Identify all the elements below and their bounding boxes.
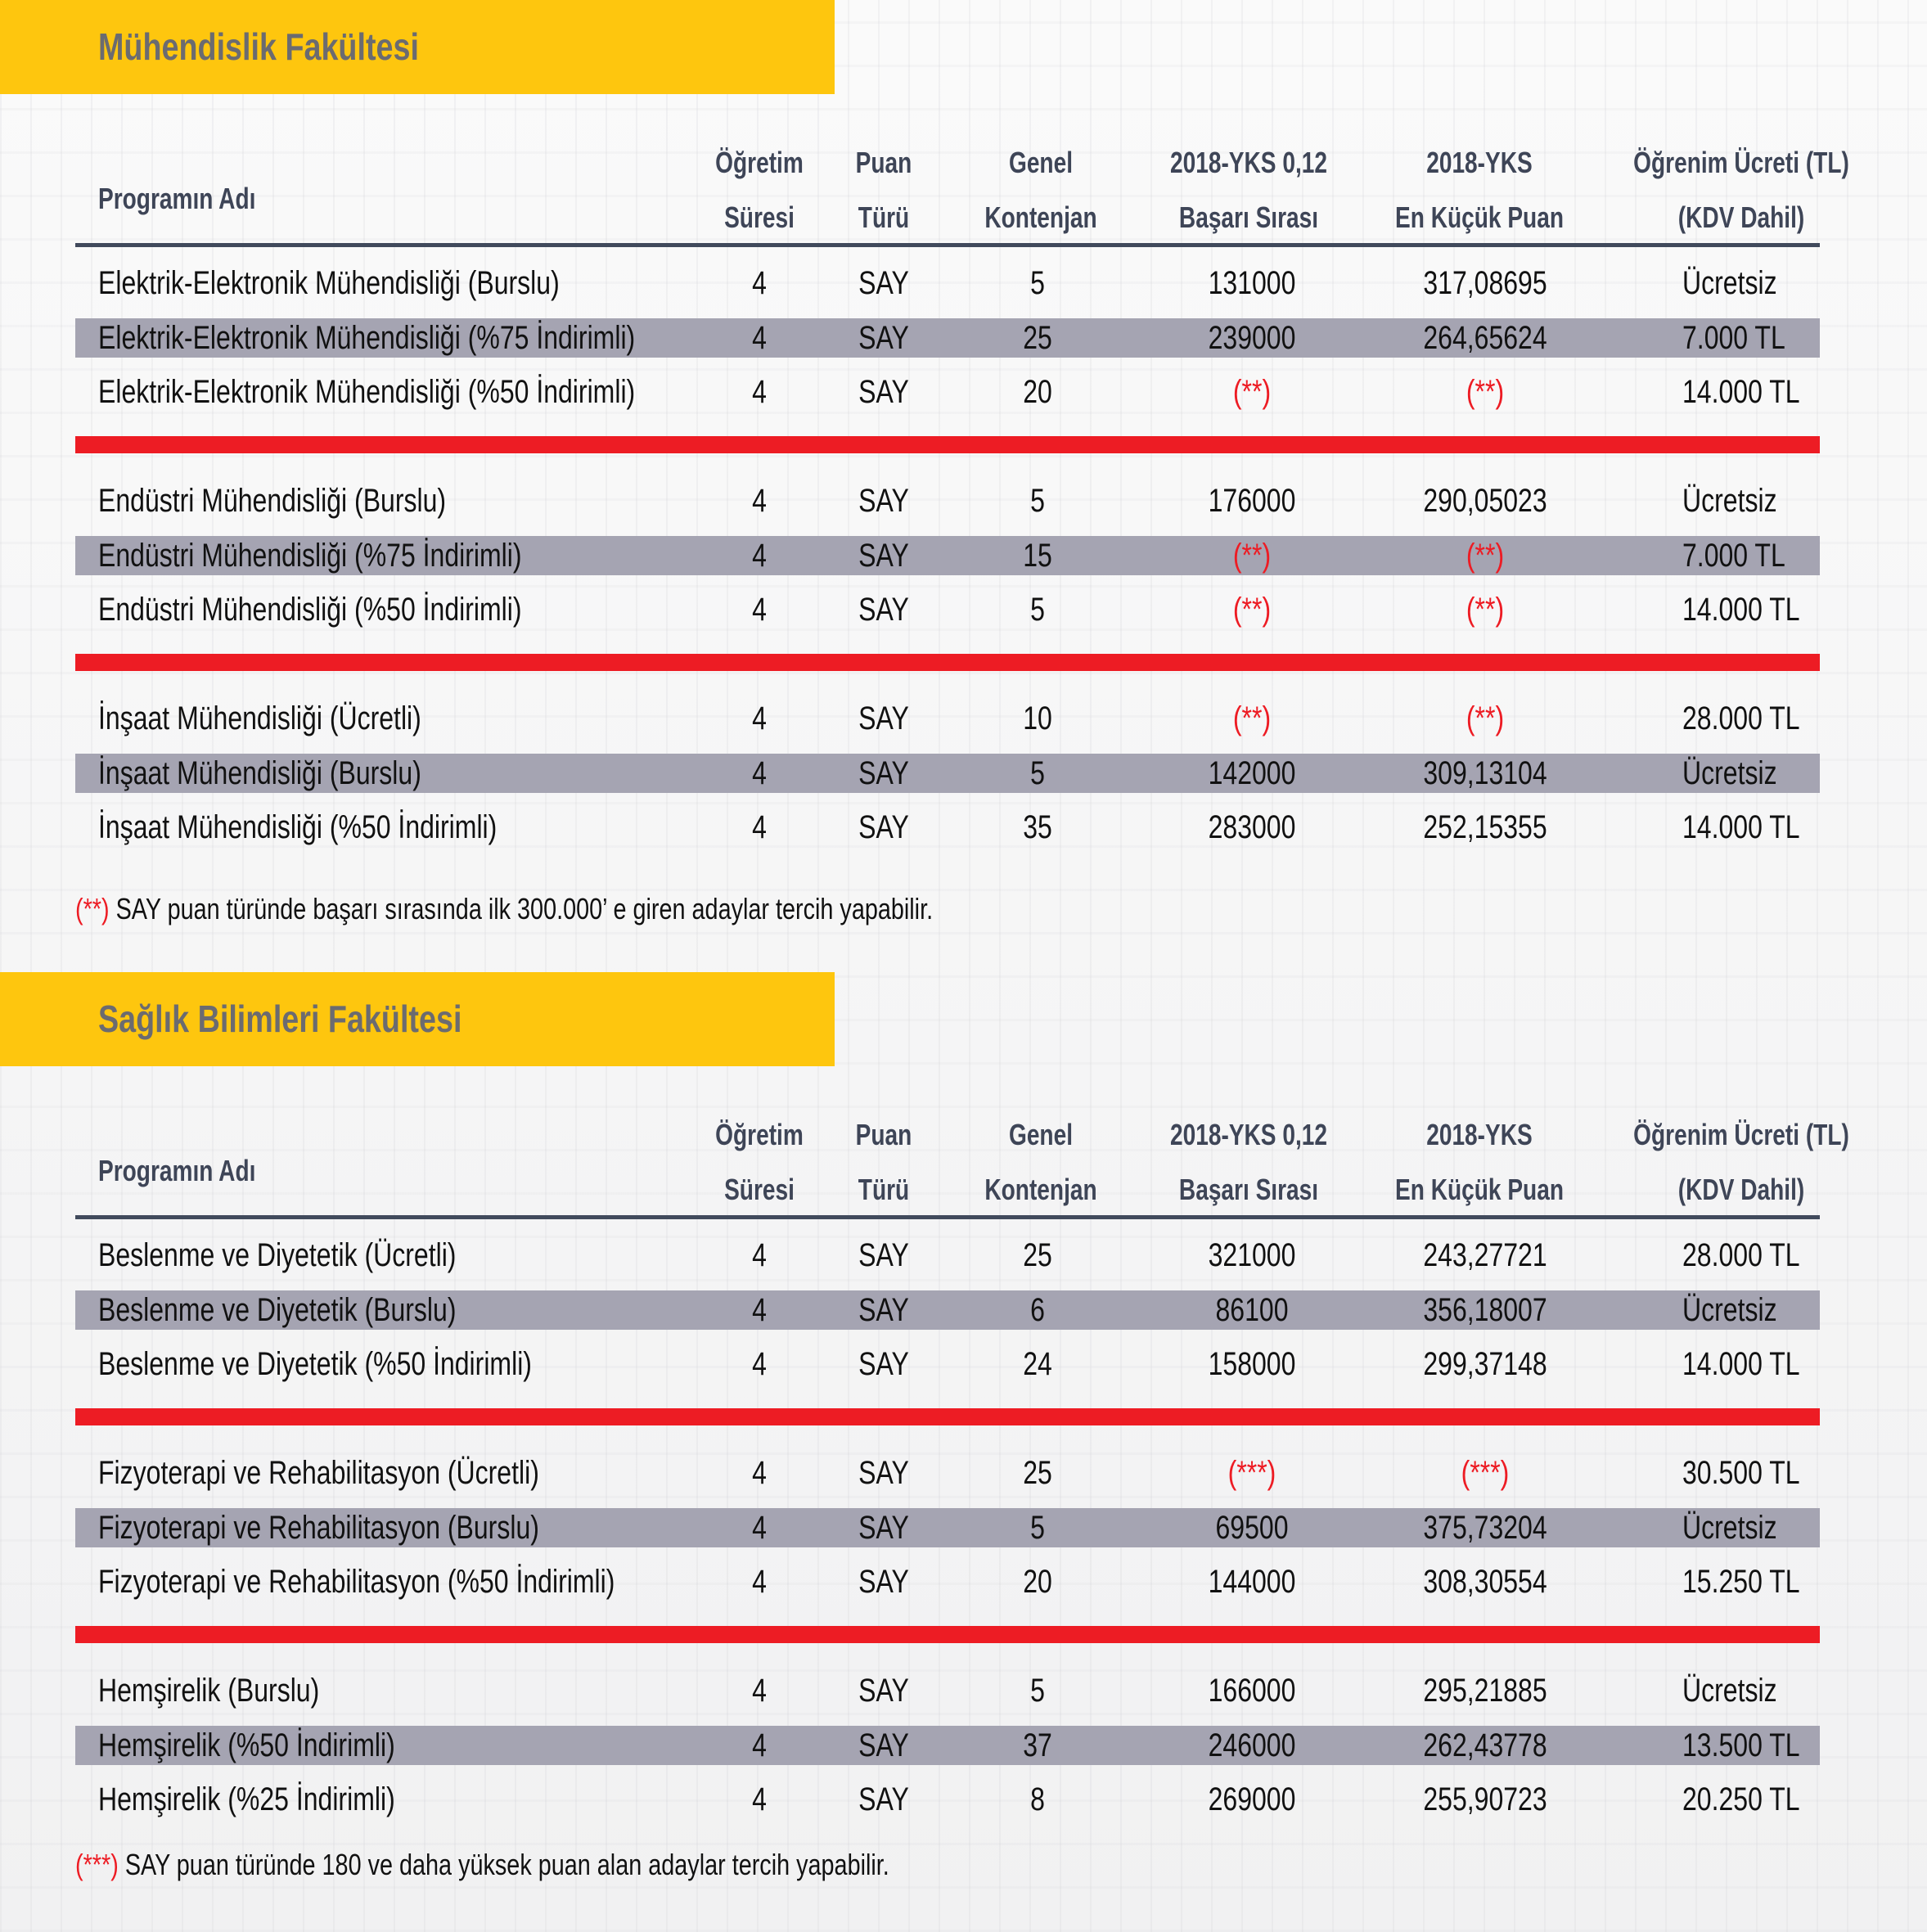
footnote xyxy=(75,1848,889,1882)
cell-score-type: SAY xyxy=(858,1346,909,1382)
cell-rank: 176000 xyxy=(1208,483,1296,519)
program-name: Beslenme ve Diyetetik (%50 İndirimli) xyxy=(98,1346,532,1382)
cell-quota: 24 xyxy=(1023,1346,1052,1382)
program-name: Fizyoterapi ve Rehabilitasyon (%50 İndirimli) xyxy=(98,1564,615,1600)
cell-min-score: 356,18007 xyxy=(1423,1291,1547,1328)
cell-fee: 28.000 TL xyxy=(1682,1237,1800,1273)
program-name: Endüstri Mühendisliği (%75 İndirimli) xyxy=(98,537,522,574)
cell-score-type: SAY xyxy=(858,1237,909,1273)
header-rank-line1: 2018-YKS 0,12 xyxy=(1169,146,1328,179)
cell-score-type: SAY xyxy=(858,1455,909,1491)
cell-quota: 25 xyxy=(1023,319,1052,356)
header-duration-line2: Süresi xyxy=(724,1173,795,1206)
program-name: Endüstri Mühendisliği (Burslu) xyxy=(98,483,447,519)
header-rank-line2: Başarı Sırası xyxy=(1178,200,1319,234)
header-program-name: Programın Adı xyxy=(98,182,256,215)
cell-duration: 4 xyxy=(752,1346,767,1382)
cell-rank: 158000 xyxy=(1208,1346,1296,1382)
cell-rank: 142000 xyxy=(1208,754,1296,791)
cell-min-score: (**) xyxy=(1466,592,1505,628)
cell-fee: 14.000 TL xyxy=(1682,592,1800,628)
footnote xyxy=(75,892,933,926)
cell-fee: 7.000 TL xyxy=(1682,537,1785,574)
program-name: Fizyoterapi ve Rehabilitasyon (Ücretli) xyxy=(98,1455,539,1491)
header-min-score-line2: En Küçük Puan xyxy=(1395,1173,1564,1206)
header-fee-line2: (KDV Dahil) xyxy=(1677,200,1805,234)
footnote-text: SAY puan türünde başarı sırasında ilk 300.000’ e giren adaylar tercih yapabilir. xyxy=(109,892,934,925)
cell-score-type: SAY xyxy=(858,700,909,736)
program-name: İnşaat Mühendisliği (Ücretli) xyxy=(98,700,421,736)
header-rank-line2: Başarı Sırası xyxy=(1178,1173,1319,1206)
cell-rank: (**) xyxy=(1232,537,1272,574)
cell-score-type: SAY xyxy=(858,265,909,301)
cell-rank: 269000 xyxy=(1208,1781,1296,1817)
cell-fee: 30.500 TL xyxy=(1682,1455,1800,1491)
cell-fee: 20.250 TL xyxy=(1682,1781,1800,1817)
cell-quota: 5 xyxy=(1030,265,1045,301)
cell-min-score: 299,37148 xyxy=(1423,1346,1547,1382)
header-duration-line1: Öğretim xyxy=(715,1118,804,1151)
cell-fee: 14.000 TL xyxy=(1682,374,1800,410)
cell-fee: Ücretsiz xyxy=(1682,1509,1777,1546)
cell-quota: 20 xyxy=(1023,1564,1052,1600)
cell-rank: 131000 xyxy=(1208,265,1296,301)
cell-rank: 283000 xyxy=(1208,809,1296,845)
cell-duration: 4 xyxy=(752,1509,767,1546)
header-score-type-line1: Puan xyxy=(855,146,912,179)
cell-rank: 239000 xyxy=(1208,319,1296,356)
cell-min-score: (***) xyxy=(1461,1455,1510,1491)
cell-quota: 35 xyxy=(1023,809,1052,845)
cell-score-type: SAY xyxy=(858,1781,909,1817)
cell-score-type: SAY xyxy=(858,809,909,845)
header-program-name: Programın Adı xyxy=(98,1154,256,1187)
header-quota-line1: Genel xyxy=(1008,1118,1074,1151)
header-min-score-line1: 2018-YKS xyxy=(1426,146,1533,179)
cell-rank: 166000 xyxy=(1208,1673,1296,1709)
program-name: Endüstri Mühendisliği (%50 İndirimli) xyxy=(98,592,522,628)
program-name: Elektrik-Elektronik Mühendisliği (%50 İndirimli) xyxy=(98,374,636,410)
cell-duration: 4 xyxy=(752,1564,767,1600)
cell-fee: 13.500 TL xyxy=(1682,1727,1800,1763)
cell-duration: 4 xyxy=(752,1455,767,1491)
cell-quota: 5 xyxy=(1030,754,1045,791)
cell-min-score: 290,05023 xyxy=(1423,483,1547,519)
cell-score-type: SAY xyxy=(858,319,909,356)
header-fee-line1: Öğrenim Ücreti (TL) xyxy=(1633,1118,1849,1151)
cell-fee: Ücretsiz xyxy=(1682,483,1777,519)
cell-score-type: SAY xyxy=(858,537,909,574)
header-fee-line1: Öğrenim Ücreti (TL) xyxy=(1633,146,1849,179)
cell-fee: Ücretsiz xyxy=(1682,754,1777,791)
header-duration-line2: Süresi xyxy=(724,200,795,234)
cell-quota: 5 xyxy=(1030,1673,1045,1709)
program-name: Hemşirelik (%50 İndirimli) xyxy=(98,1727,395,1763)
faculty-banner xyxy=(0,972,835,1066)
program-name: Fizyoterapi ve Rehabilitasyon (Burslu) xyxy=(98,1509,539,1546)
cell-min-score: 309,13104 xyxy=(1423,754,1547,791)
cell-duration: 4 xyxy=(752,700,767,736)
cell-score-type: SAY xyxy=(858,754,909,791)
header-quota-line1: Genel xyxy=(1008,146,1074,179)
header-score-type-line2: Türü xyxy=(858,200,910,234)
cell-rank: (**) xyxy=(1232,700,1272,736)
program-name: Beslenme ve Diyetetik (Ücretli) xyxy=(98,1237,457,1273)
header-duration-line1: Öğretim xyxy=(715,146,804,179)
cell-duration: 4 xyxy=(752,592,767,628)
program-name: Beslenme ve Diyetetik (Burslu) xyxy=(98,1291,457,1328)
cell-min-score: 375,73204 xyxy=(1423,1509,1547,1546)
cell-quota: 25 xyxy=(1023,1237,1052,1273)
header-score-type-line2: Türü xyxy=(858,1173,910,1206)
cell-duration: 4 xyxy=(752,319,767,356)
program-name: İnşaat Mühendisliği (%50 İndirimli) xyxy=(98,809,498,845)
cell-score-type: SAY xyxy=(858,592,909,628)
header-fee-line2: (KDV Dahil) xyxy=(1677,1173,1805,1206)
faculty-title: Mühendislik Fakültesi xyxy=(98,25,419,68)
cell-score-type: SAY xyxy=(858,1564,909,1600)
header-min-score-line2: En Küçük Puan xyxy=(1395,200,1564,234)
cell-fee: Ücretsiz xyxy=(1682,1673,1777,1709)
cell-quota: 6 xyxy=(1030,1291,1045,1328)
cell-rank: 69500 xyxy=(1215,1509,1289,1546)
cell-duration: 4 xyxy=(752,809,767,845)
header-min-score-line1: 2018-YKS xyxy=(1426,1118,1533,1151)
cell-fee: 14.000 TL xyxy=(1682,1346,1800,1382)
cell-quota: 8 xyxy=(1030,1781,1045,1817)
cell-fee: 15.250 TL xyxy=(1682,1564,1800,1600)
cell-min-score: 317,08695 xyxy=(1423,265,1547,301)
cell-score-type: SAY xyxy=(858,1509,909,1546)
group-separator xyxy=(75,436,1820,453)
cell-rank: 321000 xyxy=(1208,1237,1296,1273)
footnote-mark: (***) xyxy=(75,1848,119,1881)
cell-min-score: (**) xyxy=(1466,537,1505,574)
cell-duration: 4 xyxy=(752,265,767,301)
cell-quota: 5 xyxy=(1030,592,1045,628)
cell-fee: 7.000 TL xyxy=(1682,319,1785,356)
cell-min-score: (**) xyxy=(1466,700,1505,736)
group-separator xyxy=(75,1408,1820,1425)
cell-duration: 4 xyxy=(752,1727,767,1763)
cell-min-score: 262,43778 xyxy=(1423,1727,1547,1763)
footnote-mark: (**) xyxy=(75,892,110,925)
cell-duration: 4 xyxy=(752,1673,767,1709)
cell-min-score: 295,21885 xyxy=(1423,1673,1547,1709)
program-name: Hemşirelik (%25 İndirimli) xyxy=(98,1781,395,1817)
header-quota-line2: Kontenjan xyxy=(984,1173,1097,1206)
cell-min-score: (**) xyxy=(1466,374,1505,410)
faculty-title: Sağlık Bilimleri Fakültesi xyxy=(98,998,462,1040)
faculty-banner xyxy=(0,0,835,94)
group-separator xyxy=(75,654,1820,671)
cell-quota: 10 xyxy=(1023,700,1052,736)
cell-duration: 4 xyxy=(752,1237,767,1273)
cell-duration: 4 xyxy=(752,374,767,410)
cell-fee: 14.000 TL xyxy=(1682,809,1800,845)
cell-score-type: SAY xyxy=(858,1291,909,1328)
cell-duration: 4 xyxy=(752,754,767,791)
cell-quota: 25 xyxy=(1023,1455,1052,1491)
cell-quota: 5 xyxy=(1030,1509,1045,1546)
program-name: Hemşirelik (Burslu) xyxy=(98,1673,320,1709)
cell-min-score: 252,15355 xyxy=(1423,809,1547,845)
cell-quota: 5 xyxy=(1030,483,1045,519)
cell-quota: 37 xyxy=(1023,1727,1052,1763)
cell-fee: 28.000 TL xyxy=(1682,700,1800,736)
cell-duration: 4 xyxy=(752,483,767,519)
cell-rank: (**) xyxy=(1232,592,1272,628)
cell-fee: Ücretsiz xyxy=(1682,265,1777,301)
footnote-text: SAY puan türünde 180 ve daha yüksek puan alan adaylar tercih yapabilir. xyxy=(118,1848,889,1881)
cell-duration: 4 xyxy=(752,1781,767,1817)
header-rule xyxy=(75,243,1820,247)
cell-rank: 246000 xyxy=(1208,1727,1296,1763)
cell-rank: 86100 xyxy=(1215,1291,1289,1328)
program-name: İnşaat Mühendisliği (Burslu) xyxy=(98,754,421,791)
cell-min-score: 264,65624 xyxy=(1423,319,1547,356)
cell-rank: (***) xyxy=(1227,1455,1276,1491)
cell-min-score: 243,27721 xyxy=(1423,1237,1547,1273)
cell-min-score: 308,30554 xyxy=(1423,1564,1547,1600)
cell-score-type: SAY xyxy=(858,374,909,410)
cell-duration: 4 xyxy=(752,537,767,574)
cell-score-type: SAY xyxy=(858,1673,909,1709)
header-score-type-line1: Puan xyxy=(855,1118,912,1151)
cell-duration: 4 xyxy=(752,1291,767,1328)
cell-score-type: SAY xyxy=(858,483,909,519)
header-rule xyxy=(75,1215,1820,1219)
cell-quota: 20 xyxy=(1023,374,1052,410)
cell-rank: 144000 xyxy=(1208,1564,1296,1600)
cell-score-type: SAY xyxy=(858,1727,909,1763)
header-quota-line2: Kontenjan xyxy=(984,200,1097,234)
program-name: Elektrik-Elektronik Mühendisliği (%75 İndirimli) xyxy=(98,319,636,356)
group-separator xyxy=(75,1626,1820,1643)
program-name: Elektrik-Elektronik Mühendisliği (Burslu) xyxy=(98,265,560,301)
cell-rank: (**) xyxy=(1232,374,1272,410)
cell-quota: 15 xyxy=(1023,537,1052,574)
cell-min-score: 255,90723 xyxy=(1423,1781,1547,1817)
header-rank-line1: 2018-YKS 0,12 xyxy=(1169,1118,1328,1151)
cell-fee: Ücretsiz xyxy=(1682,1291,1777,1328)
